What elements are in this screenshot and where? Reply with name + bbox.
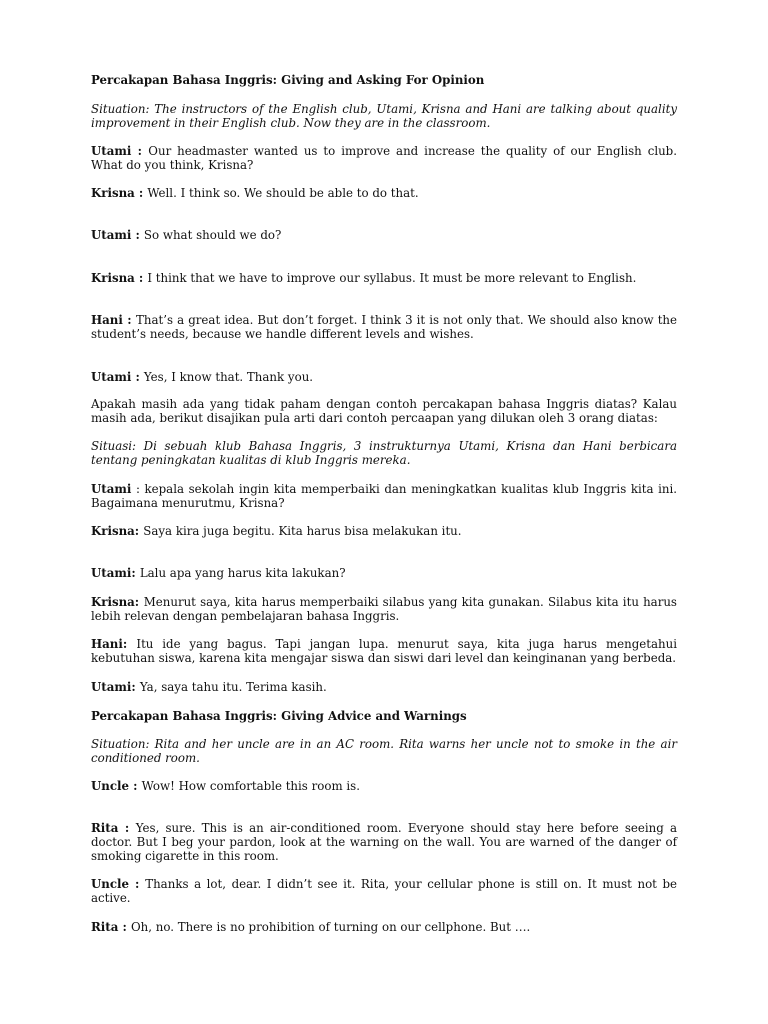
explanation-paragraph: Apakah masih ada yang tidak paham dengan contoh percakapan bahasa Inggris diatas? Kalau masih ada, berikut disajikan pula arti dari contoh percaapan yang dilukan oleh 3 orang diatas:	[91, 397, 677, 425]
dialogue-line	[91, 821, 677, 863]
speaker-name: Rita :	[91, 920, 131, 934]
dialogue-line	[91, 271, 677, 285]
speaker-name: Hani :	[91, 313, 137, 327]
speaker-name: Uncle :	[91, 877, 146, 891]
dialogue-text: Lalu apa yang harus kita lakukan?	[139, 566, 346, 580]
dialogue-text: Wow! How comfortable this room is.	[141, 779, 360, 793]
dialogue-text: Thanks a lot, dear. I didn’t see it. Rita, your cellular phone is still on. It must not be active.	[91, 877, 677, 905]
speaker-name: Utami:	[91, 566, 140, 580]
dialogue-text: Oh, no. There is no prohibition of turning on our cellphone. But ….	[130, 920, 531, 934]
dialogue-text: Menurut saya, kita harus memperbaiki silabus yang kita gunakan. Silabus kita itu harus lebih relevan dengan pembelajaran bahasa Inggris.	[91, 595, 677, 623]
speaker-name: Krisna:	[91, 595, 144, 609]
speaker-name: Rita :	[91, 821, 136, 835]
speaker-name: Utami	[91, 482, 132, 496]
situation-text: Situation: Rita and her uncle are in an AC room. Rita warns her uncle not to smoke in the air conditioned room.	[91, 737, 677, 765]
dialogue-text: Our headmaster wanted us to improve and increase the quality of our English club. What do you think, Krisna?	[91, 144, 677, 172]
speaker-name: Utami:	[91, 680, 140, 694]
dialogue-text: That’s a great idea. But don’t forget. I think 3 it is not only that. We should also know the student’s needs, because we handle different levels and wishes.	[91, 313, 678, 341]
dialogue-line	[91, 313, 677, 341]
dialogue-text: Itu ide yang bagus. Tapi jangan lupa. menurut saya, kita juga harus mengetahui kebutuhan siswa, karena kita mengajar siswa dan siswi dari level dan keinginanan yang berbeda.	[91, 637, 677, 665]
dialogue-line	[91, 144, 677, 172]
dialogue-line	[91, 637, 677, 665]
situation-text: Situation: The instructors of the English club, Utami, Krisna and Hani are talking about quality improvement in their English club. Now they are in the classroom.	[91, 102, 677, 130]
speaker-name: Utami :	[91, 144, 149, 158]
dialogue-line	[91, 920, 677, 934]
dialogue-line	[91, 566, 677, 580]
speaker-name: Krisna:	[91, 524, 144, 538]
dialogue-line	[91, 877, 677, 905]
speaker-name: Hani:	[91, 637, 137, 651]
dialogue-line	[91, 482, 677, 510]
dialogue-text: Ya, saya tahu itu. Terima kasih.	[139, 680, 327, 694]
speaker-name: Krisna :	[91, 186, 148, 200]
dialogue-line	[91, 779, 677, 793]
dialogue-text: Saya kira juga begitu. Kita harus bisa melakukan itu.	[143, 524, 462, 538]
speaker-name: Utami :	[91, 228, 144, 242]
dialogue-line	[91, 186, 677, 200]
dialogue-line	[91, 228, 677, 242]
dialogue-line	[91, 524, 677, 538]
speaker-name: Utami :	[91, 370, 144, 384]
dialogue-text: So what should we do?	[143, 228, 282, 242]
section-heading-opinion: Percakapan Bahasa Inggris: Giving and Asking For Opinion	[91, 73, 485, 87]
dialogue-text: I think that we have to improve our syllabus. It must be more relevant to English.	[147, 271, 637, 285]
section-heading-advice: Percakapan Bahasa Inggris: Giving Advice and Warnings	[91, 709, 467, 723]
speaker-name: Krisna :	[91, 271, 148, 285]
dialogue-line	[91, 595, 677, 623]
dialogue-text: : kepala sekolah ingin kita memperbaiki dan meningkatkan kualitas klub Inggris kita ini. Bagaimana menurutmu, Krisna?	[91, 482, 677, 510]
dialogue-text: Yes, sure. This is an air-conditioned room. Everyone should stay here before seeing a doctor. But I beg your pardon, look at the warning on the wall. You are warned of the danger of smoking cigarette in this room.	[91, 821, 677, 863]
situation-text: Situasi: Di sebuah klub Bahasa Inggris, 3 instrukturnya Utami, Krisna dan Hani berbicara tentang peningkatan kualitas di klub Inggris mereka.	[91, 439, 677, 467]
dialogue-text: Yes, I know that. Thank you.	[143, 370, 314, 384]
dialogue-line	[91, 370, 677, 384]
dialogue-text: Well. I think so. We should be able to do that.	[147, 186, 419, 200]
speaker-name: Uncle :	[91, 779, 142, 793]
dialogue-line	[91, 680, 677, 694]
